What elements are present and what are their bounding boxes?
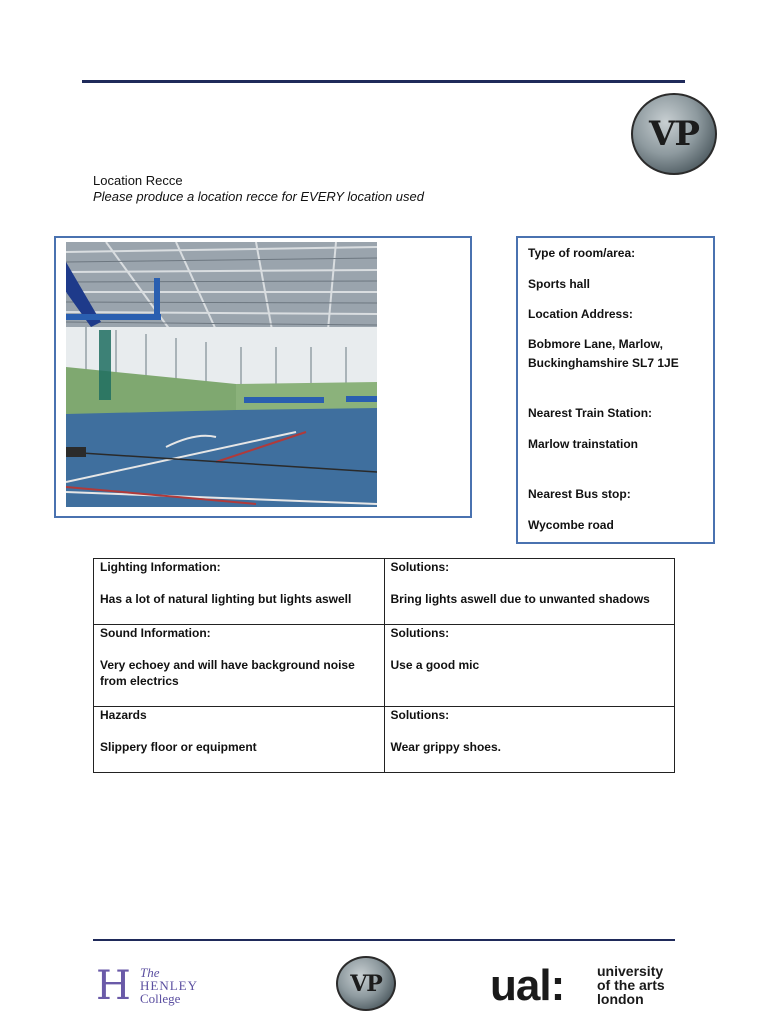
- ual-line-2: of the arts: [597, 977, 665, 993]
- page-title: Location Recce: [93, 173, 183, 188]
- lighting-header: Lighting Information:: [100, 560, 221, 574]
- vp-logo-footer: [336, 956, 396, 1011]
- vp-logo-text: VP: [649, 114, 699, 154]
- table-row: [94, 559, 675, 625]
- ual-logo-mark: ual:: [490, 961, 565, 1010]
- type-label: Type of room/area:: [528, 246, 636, 260]
- bus-value: Wycombe road: [528, 518, 614, 532]
- solutions-header: Solutions:: [390, 626, 450, 640]
- top-divider: [82, 80, 685, 83]
- ual-line-1: university: [597, 963, 664, 979]
- lighting-cell: [94, 559, 385, 625]
- page-subtitle: Please produce a location recce for EVERY location used: [93, 189, 424, 204]
- henley-logo-name: HENLEY: [140, 978, 198, 993]
- henley-logo-college: College: [140, 991, 181, 1006]
- type-value: Sports hall: [528, 277, 591, 291]
- henley-logo-initial: H: [96, 963, 131, 1009]
- train-value: Marlow trainstation: [528, 437, 639, 451]
- address-line-2: Buckinghamshire SL7 1JE: [528, 356, 679, 370]
- lighting-solution: Bring lights aswell due to unwanted shadows: [390, 592, 650, 606]
- solutions-header: Solutions:: [390, 708, 450, 722]
- sports-hall-photo: [66, 242, 377, 507]
- henley-college-logo: [96, 964, 206, 1008]
- lighting-value: Has a lot of natural lighting but lights aswell: [100, 592, 352, 606]
- address-line-1: Bobmore Lane, Marlow,: [528, 337, 663, 351]
- hazards-value: Slippery floor or equipment: [100, 740, 257, 754]
- sound-solution-cell: [384, 625, 675, 707]
- sound-cell: [94, 625, 385, 707]
- solutions-header: Solutions:: [390, 560, 450, 574]
- train-label: Nearest Train Station:: [528, 406, 653, 420]
- ual-logo-text: [597, 964, 665, 1006]
- henley-logo-the: The: [140, 965, 160, 980]
- sound-value: Very echoey and will have background noise from electrics: [100, 658, 355, 688]
- sound-header: Sound Information:: [100, 626, 211, 640]
- table-row: [94, 707, 675, 773]
- table-row: [94, 625, 675, 707]
- hazards-solution-cell: [384, 707, 675, 773]
- ual-line-3: london: [597, 991, 644, 1007]
- page-heading: [93, 173, 424, 205]
- bottom-divider: [93, 939, 675, 941]
- location-info-box: [516, 236, 715, 544]
- hazards-solution: Wear grippy shoes.: [390, 740, 501, 754]
- lighting-solution-cell: [384, 559, 675, 625]
- hazards-cell: [94, 707, 385, 773]
- recce-table: [93, 558, 675, 773]
- vp-logo-footer-text: VP: [350, 970, 382, 997]
- address-label: Location Address:: [528, 307, 633, 321]
- hazards-header: Hazards: [100, 708, 147, 722]
- bus-label: Nearest Bus stop:: [528, 487, 631, 501]
- sound-solution: Use a good mic: [390, 658, 480, 672]
- vp-logo: [631, 93, 717, 175]
